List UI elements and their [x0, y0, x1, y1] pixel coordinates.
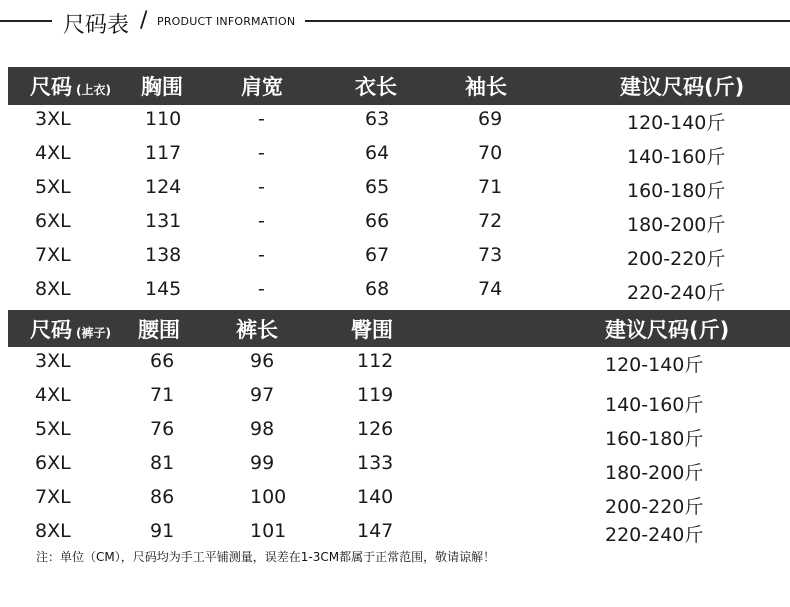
cell-chest: 138 [145, 244, 182, 266]
cell-weight: 200-220斤 [605, 496, 704, 518]
col-header-sleeve: 袖长 [465, 75, 507, 99]
col-header-shoulder: 肩宽 [241, 75, 283, 99]
measurement-note: 注：单位（CM），尺码均为手工平铺测量，误差在1-3CM都属于正常范围，敬请谅解！ [36, 550, 496, 564]
table-row [0, 210, 790, 240]
cell-size: 4XL [35, 384, 71, 406]
cell-shoulder: - [258, 176, 265, 198]
cell-shoulder: - [258, 244, 265, 266]
cell-hip: 112 [357, 350, 394, 372]
col-header-size-note: (裤子) [76, 325, 111, 340]
title-divider-slash: / [140, 8, 148, 33]
table-row [0, 278, 790, 308]
table-row [0, 418, 790, 448]
cell-chest: 131 [145, 210, 182, 232]
cell-waist: 76 [150, 418, 175, 440]
cell-weight: 180-200斤 [627, 214, 726, 236]
cell-sleeve: 73 [478, 244, 503, 266]
cell-pants-length: 96 [250, 350, 275, 372]
cell-hip: 140 [357, 486, 394, 508]
col-header-size-note: (上衣) [76, 83, 111, 97]
col-header-size: 尺码 (上衣) [30, 75, 111, 99]
page-subtitle: PRODUCT INFORMATION [157, 15, 296, 28]
cell-weight: 200-220斤 [627, 248, 726, 270]
col-header-length: 衣长 [355, 75, 397, 99]
table-row [0, 244, 790, 274]
cell-size: 3XL [35, 108, 71, 130]
bottom-table-header [8, 310, 790, 347]
cell-hip: 147 [357, 520, 394, 542]
table-row [0, 452, 790, 482]
cell-pants-length: 97 [250, 384, 275, 406]
cell-length: 67 [365, 244, 390, 266]
cell-length: 63 [365, 108, 390, 130]
table-row [0, 486, 790, 516]
top-table-header [8, 67, 790, 105]
cell-weight: 140-160斤 [627, 146, 726, 168]
table-row [0, 384, 790, 414]
cell-sleeve: 71 [478, 176, 503, 198]
cell-hip: 126 [357, 418, 394, 440]
table-row [0, 520, 790, 550]
cell-weight: 160-180斤 [627, 180, 726, 202]
cell-weight: 120-140斤 [605, 354, 704, 376]
cell-size: 6XL [35, 452, 71, 474]
page-title: 尺码表 [63, 13, 130, 38]
cell-size: 7XL [35, 486, 71, 508]
cell-waist: 81 [150, 452, 175, 474]
cell-size: 4XL [35, 142, 71, 164]
cell-length: 68 [365, 278, 390, 300]
cell-waist: 71 [150, 384, 175, 406]
cell-pants-length: 99 [250, 452, 275, 474]
cell-waist: 66 [150, 350, 175, 372]
table-row [0, 142, 790, 172]
cell-length: 64 [365, 142, 390, 164]
col-header-pants-length: 裤长 [236, 317, 278, 342]
cell-shoulder: - [258, 108, 265, 130]
cell-chest: 117 [145, 142, 182, 164]
cell-weight: 160-180斤 [605, 428, 704, 450]
header-rule-right [305, 20, 790, 22]
cell-hip: 133 [357, 452, 394, 474]
cell-length: 65 [365, 176, 390, 198]
cell-sleeve: 69 [478, 108, 503, 130]
cell-pants-length: 98 [250, 418, 275, 440]
table-row [0, 176, 790, 206]
col-header-size: 尺码 (裤子) [30, 317, 111, 342]
cell-size: 8XL [35, 278, 71, 300]
cell-weight: 220-240斤 [627, 282, 726, 304]
col-header-weight: 建议尺码(斤) [605, 317, 730, 342]
col-header-chest: 胸围 [141, 75, 183, 99]
col-header-weight: 建议尺码(斤) [620, 75, 745, 99]
cell-pants-length: 100 [250, 486, 287, 508]
cell-size: 6XL [35, 210, 71, 232]
cell-weight: 180-200斤 [605, 462, 704, 484]
cell-chest: 110 [145, 108, 182, 130]
cell-sleeve: 74 [478, 278, 503, 300]
cell-waist: 86 [150, 486, 175, 508]
cell-sleeve: 70 [478, 142, 503, 164]
table-row [0, 350, 790, 380]
cell-weight: 140-160斤 [605, 394, 704, 416]
col-header-waist: 腰围 [138, 317, 180, 342]
cell-size: 3XL [35, 350, 71, 372]
cell-hip: 119 [357, 384, 394, 406]
cell-waist: 91 [150, 520, 175, 542]
cell-size: 5XL [35, 418, 71, 440]
cell-shoulder: - [258, 278, 265, 300]
header-rule-left [0, 20, 52, 22]
cell-pants-length: 101 [250, 520, 287, 542]
cell-size: 7XL [35, 244, 71, 266]
cell-chest: 124 [145, 176, 182, 198]
cell-shoulder: - [258, 142, 265, 164]
cell-weight: 120-140斤 [627, 112, 726, 134]
cell-size: 8XL [35, 520, 71, 542]
cell-weight: 220-240斤 [605, 524, 704, 546]
table-row [0, 108, 790, 138]
cell-size: 5XL [35, 176, 71, 198]
cell-shoulder: - [258, 210, 265, 232]
cell-chest: 145 [145, 278, 182, 300]
cell-sleeve: 72 [478, 210, 503, 232]
cell-length: 66 [365, 210, 390, 232]
col-header-hip: 臀围 [351, 317, 393, 342]
